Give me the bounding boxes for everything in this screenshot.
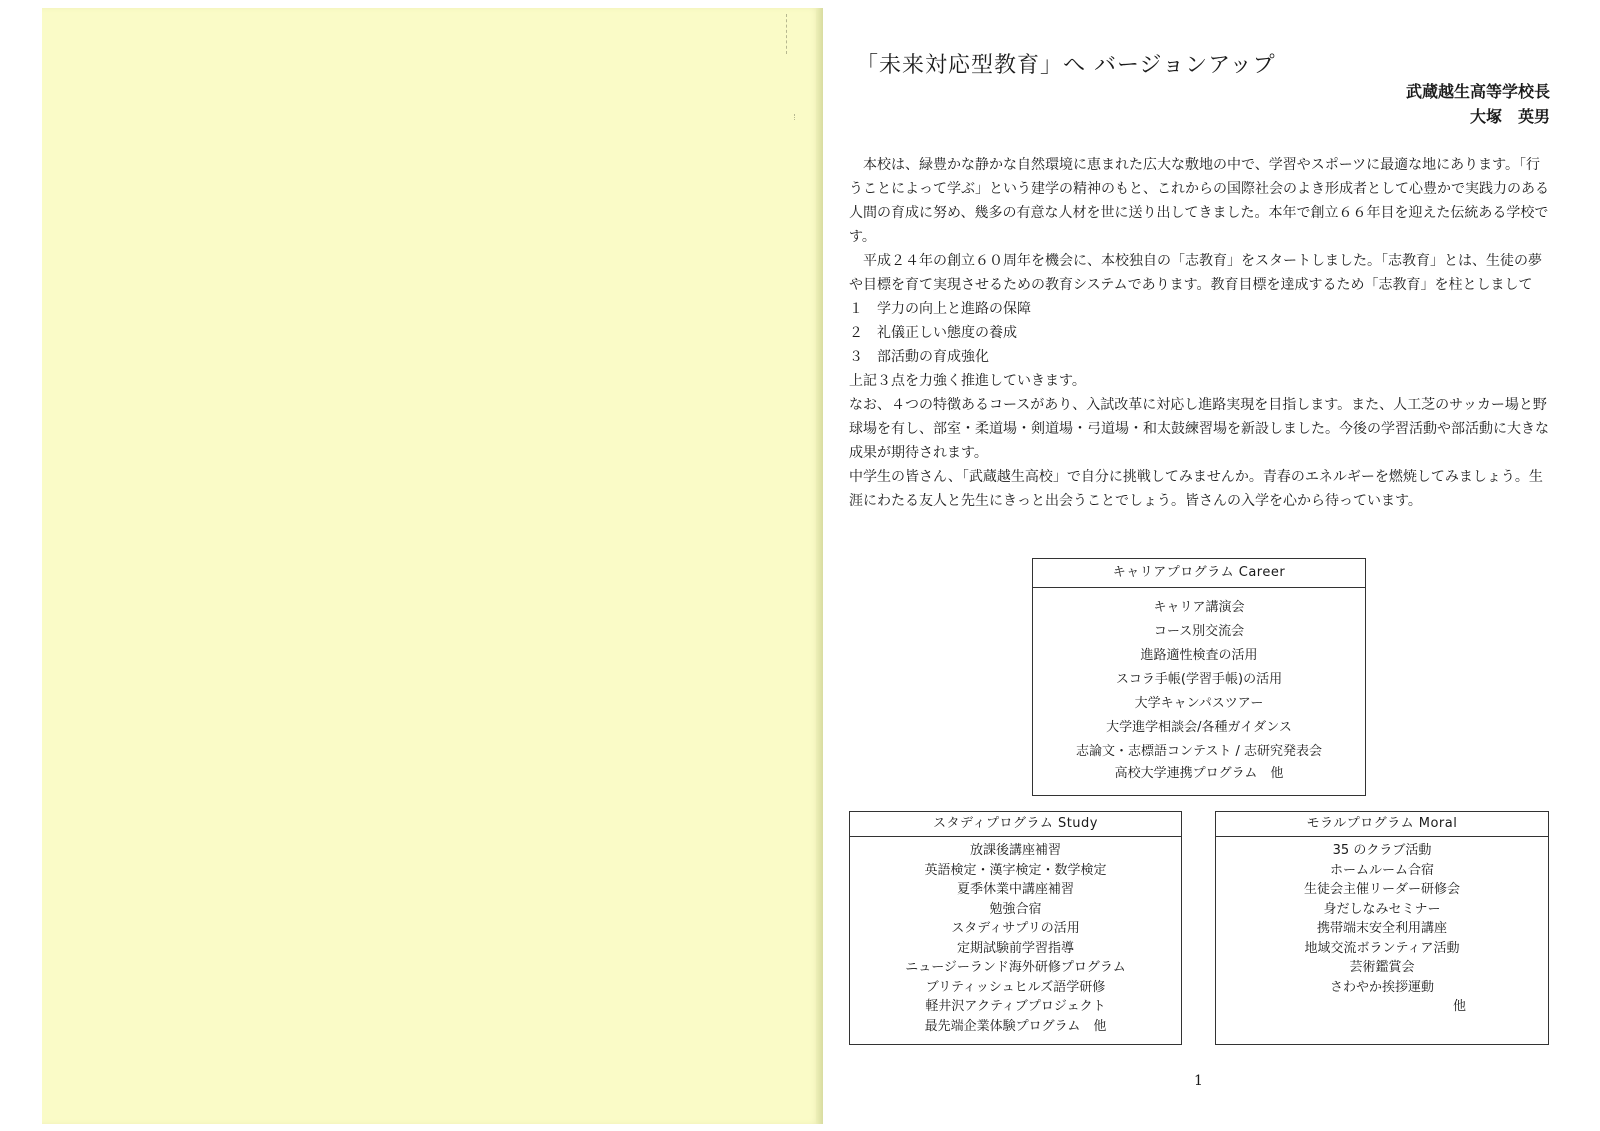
page-title: 「未来対応型教育」へ バージョンアップ [856, 53, 1276, 78]
list-item: 生徒会主催リーダー研修会 [1303, 882, 1460, 897]
list-item: スコラ手帳(学習手帳)の活用 [1115, 672, 1283, 687]
principal-message [849, 153, 1550, 513]
list-item: 軽井沢アクティブプロジェクト [925, 999, 1106, 1014]
list-item: 携帯端末安全利用講座 [1316, 921, 1447, 936]
list-item: 大学キャンパスツアー [1134, 696, 1264, 711]
list-item: 最先端企業体験プログラム 他 [924, 1018, 1107, 1034]
list-item: 英語検定・漢字検定・数学検定 [924, 862, 1107, 878]
list-item: キャリア講演会 [1153, 600, 1245, 615]
career-program-box [1032, 558, 1366, 796]
list-item: ３ 部活動の育成強化 [849, 349, 989, 365]
list-item: １ 学力の向上と進路の保障 [849, 301, 1031, 317]
list-item: 勉強合宿 [989, 901, 1042, 917]
moral-program-heading: モラルプログラム Moral [1216, 812, 1548, 837]
list-item: 35 のクラブ活動 [1332, 843, 1432, 858]
study-program-heading: スタディプログラム Study [850, 812, 1181, 837]
list-item: 進路適性検査の活用 [1140, 648, 1258, 663]
list-item: ホームルーム合宿 [1329, 862, 1434, 878]
moral-program-box [1215, 811, 1549, 1045]
list-item: ニュージーランド海外研修プログラム [905, 960, 1126, 975]
margin-mark [786, 14, 793, 54]
study-program-box [849, 811, 1182, 1045]
career-program-heading: キャリアプログラム Career [1033, 559, 1365, 588]
page-number: 1 [1194, 1073, 1203, 1089]
list-item: コース別交流会 [1153, 624, 1245, 639]
list-item: 大学進学相談会/各種ガイダンス [1106, 720, 1292, 735]
paragraph: なお、４つの特徴あるコースがあり、入試改革に対応し進路実現を目指します。また、人工芝のサッカー場と野球場を有し、部室・柔道場・剣道場・弓道場・和太鼓練習場を新設しました。今後の学習活動や部活動に大きな成果が期待されます。 [849, 397, 1549, 461]
paragraph: 中学生の皆さん、「武蔵越生高校」で自分に挑戦してみませんか。青春のエネルギーを燃焼してみましょう。生涯にわたる友人と先生にきっと出会うことでしょう。皆さんの入学を心から待っています。 [849, 469, 1543, 509]
margin-mark [794, 114, 799, 120]
paragraph: 上記３点を力強く推進していきます。 [849, 373, 1086, 389]
list-item: 地域交流ボランティア活動 [1304, 940, 1460, 956]
list-item: 定期試験前学習指導 [956, 940, 1074, 956]
list-item: 芸術鑑賞会 [1349, 960, 1415, 975]
list-item: さわやか挨拶運動 [1329, 979, 1434, 995]
paragraph: 本校は、緑豊かな静かな自然環境に恵まれた広大な敷地の中で、学習やスポーツに最適な地にあります。「行うことによって学ぶ」という建学の精神のもと、これからの国際社会のよき形成者として心豊かで実践力のある人間の育成に努め、幾多の有意な人材を世に送り出してきました。本年で創立６６年目を迎えた伝統ある学校です。 [849, 157, 1549, 245]
school-name: 武蔵越生高等学校長 [1405, 82, 1550, 101]
page-fold-edge [816, 8, 823, 1124]
blank-yellow-page [42, 8, 821, 1124]
list-item: 志論文・志標語コンテスト / 志研究発表会 [1075, 744, 1323, 759]
list-item: 放課後講座補習 [969, 843, 1061, 858]
list-item: スタディサプリの活用 [951, 921, 1080, 936]
list-item: ２ 礼儀正しい態度の養成 [849, 325, 1017, 341]
list-item: 身だしなみセミナー [1323, 901, 1441, 917]
paragraph: 平成２４年の創立６０周年を機会に、本校独自の「志教育」をスタートしました。「志教育」とは、生徒の夢や目標を育て実現させるための教育システムであります。教育目標を達成するため「志教育」を柱としまして [849, 253, 1542, 293]
list-item: 他 [1452, 999, 1466, 1014]
list-item: ブリティッシュヒルズ語学研修 [925, 979, 1106, 995]
list-item: 夏季休業中講座補習 [956, 882, 1074, 897]
author-name: 大塚 英男 [1469, 107, 1550, 126]
list-item: 高校大学連携プログラム 他 [1114, 766, 1284, 781]
